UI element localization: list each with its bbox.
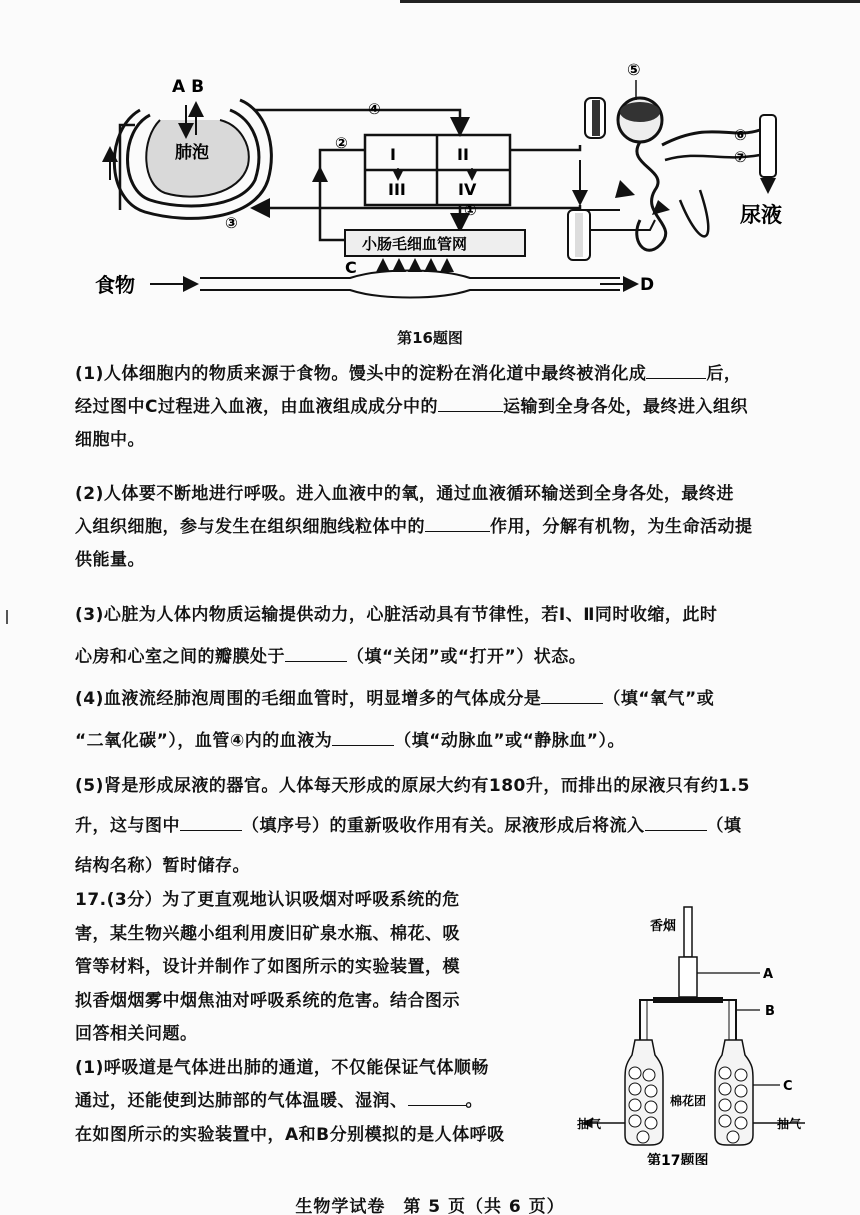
label-3: ③ [225, 214, 238, 232]
answer-blank[interactable] [438, 393, 503, 412]
q16-part4 [75, 678, 835, 762]
q16-part5 [75, 766, 835, 886]
q16-p5-text-a: (5)肾是形成尿液的器官。人体每天形成的原尿大约有180升，而排出的尿液只有约1.5 [75, 776, 750, 796]
label-a: A [763, 967, 774, 982]
q16-part1 [75, 358, 835, 457]
q16-p2-text-a: (2)人体要不断地进行呼吸。进入血液中的氧，通过血液循环输送到全身各处，最终进 [75, 484, 734, 504]
label-b: B [765, 1004, 775, 1019]
label-pump-left: 抽气 [577, 1117, 602, 1131]
q16-p1-text-a: (1)人体细胞内的物质来源于食物。馒头中的淀粉在消化道中最终被消化成 [75, 364, 647, 384]
figure-17 [555, 895, 815, 1165]
q16-p3-text-a: (3)心脏为人体内物质运输提供动力，心脏活动具有节律性，若Ⅰ、Ⅱ同时收缩，此时 [75, 605, 718, 625]
q16-p5-text-d: （填 [706, 816, 742, 836]
answer-blank[interactable] [425, 513, 490, 532]
q17-line: 在如图所示的实验装置中，A和B分别模拟的是人体呼吸 [75, 1124, 505, 1145]
q17-line: 害，某生物兴趣小组利用废旧矿泉水瓶、棉花、吸 [75, 923, 460, 944]
answer-blank[interactable] [180, 812, 242, 831]
q17-line: 拟香烟烟雾中烟焦油对呼吸系统的危害。结合图示 [75, 990, 460, 1011]
q17-line: 17.(3分）为了更直观地认识吸烟对呼吸系统的危 [75, 890, 460, 910]
label-5: ⑤ [627, 60, 641, 79]
label-urine: 尿液 [740, 203, 782, 227]
q17-line-end: 。 [465, 1091, 483, 1111]
q16-p4-text-c: “二氧化碳”），血管④内的血液为 [75, 731, 333, 751]
q16-p5-text-e: 结构名称）暂时储存。 [75, 856, 250, 876]
q16-part3 [75, 594, 835, 678]
label-d: D [640, 275, 655, 295]
label-alveolus: 肺泡 [175, 143, 209, 163]
page-footer: 生物学试卷 第 5 页（共 6 页） [295, 1197, 565, 1215]
q16-p1-text-b: 后， [706, 364, 742, 384]
q16-p4-text-d: （填“动脉血”或“静脉血”）。 [394, 731, 625, 751]
q17-line: 管等材料，设计并制作了如图所示的实验装置，模 [75, 957, 460, 977]
q16-p1-text-c: 经过图中C过程进入血液，由血液组成成分中的 [75, 397, 438, 417]
nephron-drawing [568, 98, 776, 260]
q16-p3-text-c: （填“关闭”或“打开”）状态。 [347, 647, 587, 667]
left-bottle [625, 1040, 663, 1145]
answer-blank[interactable] [408, 1087, 466, 1106]
answer-blank[interactable] [646, 360, 706, 379]
q17-line: 回答相关问题。 [75, 1024, 198, 1044]
label-chamber-1: I [390, 145, 396, 164]
q17-line: 通过，还能使到达肺部的气体温暖、湿润、 [75, 1091, 408, 1111]
label-chamber-4: IV [458, 180, 477, 199]
label-food: 食物 [95, 273, 135, 297]
q16-part2 [75, 478, 835, 577]
answer-blank[interactable] [332, 727, 394, 746]
answer-blank[interactable] [285, 643, 347, 662]
q16-p5-text-b: 升，这与图中 [75, 816, 180, 836]
digestive-tract [150, 271, 635, 298]
q16-p3-text-b: 心房和心室之间的瓣膜处于 [75, 647, 285, 667]
figure-16 [80, 50, 820, 320]
q16-p2-text-d: 供能量。 [75, 550, 145, 570]
q16-p2-text-c: 作用，分解有机物，为生命活动提 [490, 517, 753, 537]
label-chamber-3: III [388, 180, 406, 199]
label-capillary-net: 小肠毛细血管网 [362, 235, 468, 253]
q16-p4-text-a: (4)血液流经肺泡周围的毛细血管时，明显增多的气体成分是 [75, 689, 542, 709]
label-chamber-2: II [457, 145, 469, 164]
q16-p5-text-c: （填序号）的重新吸收作用有关。尿液形成后将流入 [242, 816, 645, 836]
q16-p1-text-d: 运输到全身各处，最终进入组织 [502, 397, 748, 417]
figure-17-diagram [555, 895, 815, 1165]
label-cigarette: 香烟 [650, 919, 677, 934]
label-4: ④ [368, 100, 381, 118]
q17-text [75, 884, 530, 1152]
q16-p4-text-b: （填“氧气”或 [603, 689, 715, 709]
heart-chambers [365, 135, 510, 205]
right-bottle [715, 1040, 753, 1145]
answer-blank[interactable] [541, 685, 603, 704]
label-c: C [345, 258, 357, 277]
label-pump-right: 抽气 [777, 1117, 802, 1131]
label-cotton: 棉花团 [670, 1094, 707, 1108]
label-6: ⑥ [734, 126, 747, 144]
top-rule [400, 0, 860, 3]
figure-17-caption: 第17题图 [647, 1153, 709, 1165]
q16-p1-text-e: 细胞中。 [75, 430, 145, 450]
label-7: ⑦ [734, 148, 747, 166]
label-2: ② [335, 134, 348, 152]
figure-16-caption: 第16题图 [397, 329, 463, 347]
figure-16-diagram [80, 50, 820, 320]
margin-mark [6, 610, 8, 624]
label-c: C [783, 1079, 793, 1094]
label-1: ① [464, 201, 477, 219]
q17-line: (1)呼吸道是气体进出肺的通道，不仅能保证气体顺畅 [75, 1057, 489, 1078]
answer-blank[interactable] [645, 812, 707, 831]
label-ab: A B [172, 77, 205, 97]
q16-p2-text-b: 入组织细胞，参与发生在组织细胞线粒体中的 [75, 517, 425, 537]
